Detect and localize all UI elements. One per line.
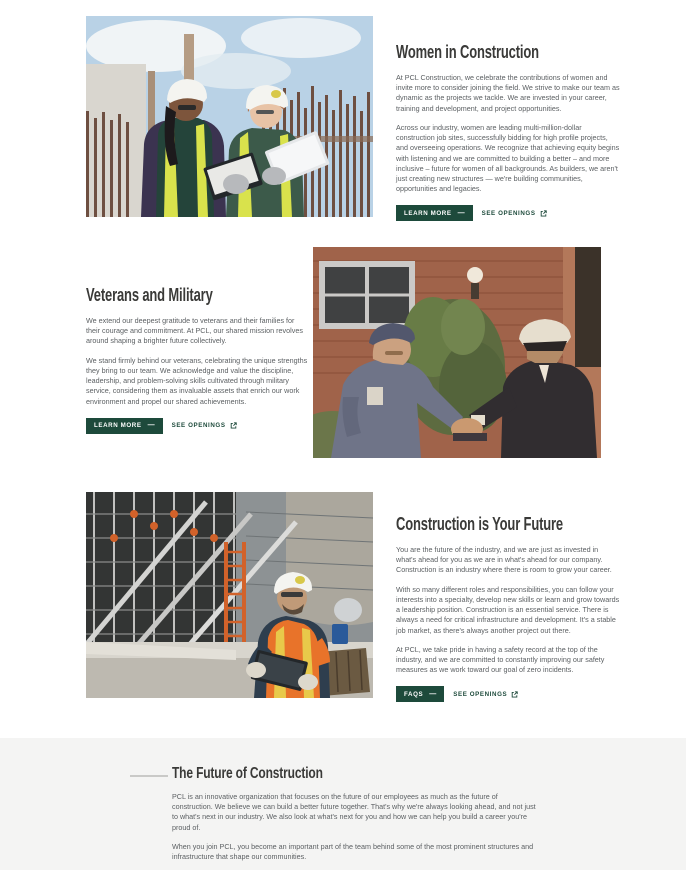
arrow-right-icon: — — [147, 422, 155, 430]
section-paragraph: At PCL, we take pride in having a safety record at the top of the industry, and we are committed to constantly improving our safety measures as we work toward our goal of zero incidents. — [396, 644, 605, 675]
learn-more-button[interactable] — [86, 418, 163, 434]
veterans-text — [86, 247, 310, 458]
section-title: Women in Construction — [396, 42, 539, 62]
future-paragraph: PCL is an innovative organization that focuses on the future of our employees as much as the future of construction. We believe we can build a better future together. That's why we're always looking ahead, and not just to what's next in our industry. We also look at what's next for you and how we can help you build a career you're proud of. — [172, 792, 536, 832]
button-label: FAQS — [404, 690, 424, 698]
veterans-photo — [313, 247, 601, 458]
section-title: Veterans and Military — [86, 285, 213, 305]
section-the-future-of-construction — [0, 738, 686, 870]
women-in-construction-photo — [86, 16, 373, 217]
arrow-right-icon: — — [457, 209, 465, 217]
faqs-button[interactable] — [396, 686, 444, 702]
link-label: SEE OPENINGS — [453, 690, 508, 698]
see-openings-link[interactable] — [172, 422, 237, 429]
link-label: SEE OPENINGS — [171, 422, 226, 430]
section-paragraph: At PCL Construction, we celebrate the contributions of women and invite more to consider joining the field. We strive to make our team as dynamic as the projects we tackle. We are invested in your career, training and development, and project opportunities. — [396, 73, 620, 113]
external-link-icon — [230, 422, 237, 429]
future-section-title: The Future of Construction — [172, 765, 323, 782]
learn-more-button[interactable] — [396, 205, 473, 221]
section-paragraph: With so many different roles and responsibilities, you can follow your interests into a specialty, develop new skills or learn and grow towards a leadership position. Construction is an essential service. There is always a need for critical infrastructure and development. It's a stable job market, as there's always another project out there. — [396, 584, 620, 635]
section-actions — [86, 418, 310, 434]
button-label: LEARN MORE — [404, 209, 452, 217]
section-actions — [396, 205, 620, 221]
heading-dash-divider — [130, 775, 168, 777]
section-paragraph: We stand firmly behind our veterans, celebrating the unique strengths they bring to our team. We acknowledge and value the discipline, leadership, and problem-solving skills cultivated through military service, considering them as invaluable assets that enrich our work environment and propel our shared achievements. — [86, 355, 308, 406]
section-actions — [396, 686, 620, 702]
section-paragraph: We extend our deepest gratitude to veterans and their families for their courage and commitment. At PCL, our shared mission revolves around shaping a brighter future collectively. — [86, 316, 303, 346]
section-veterans-and-military — [0, 247, 686, 458]
section-title: Construction is Your Future — [396, 514, 564, 534]
see-openings-link[interactable] — [453, 691, 518, 698]
section-construction-is-your-future — [0, 492, 686, 698]
see-openings-link[interactable] — [482, 210, 547, 217]
women-in-construction-text — [396, 16, 620, 217]
future-paragraph: When you join PCL, you become an important part of the team behind some of the most prominent structures and infrastructure that shape our communities. — [172, 841, 534, 862]
link-label: SEE OPENINGS — [481, 209, 536, 217]
section-women-in-construction — [0, 16, 686, 217]
arrow-right-icon: — — [429, 690, 437, 698]
external-link-icon — [511, 691, 518, 698]
section-paragraph: Across our industry, women are leading multi-million-dollar construction job sites, successfully bidding for high profile projects, and overseeing operations. We recognize that achieving equity begins with listening and we are committed to building a better – and more inclusive – future for women of all backgrounds. As builders, we aren't just creating new structures — we're building communities, opportunities and legacies. — [396, 122, 620, 194]
section-paragraph: You are the future of the industry, and we are just as invested in what's ahead for you as we are in what's ahead for our company. Construction is an industry where there is room to grow your career. — [396, 545, 612, 575]
button-label: LEARN MORE — [94, 422, 142, 430]
worker-with-tablet-photo — [86, 492, 373, 698]
external-link-icon — [540, 210, 547, 217]
construction-future-text — [396, 492, 620, 698]
